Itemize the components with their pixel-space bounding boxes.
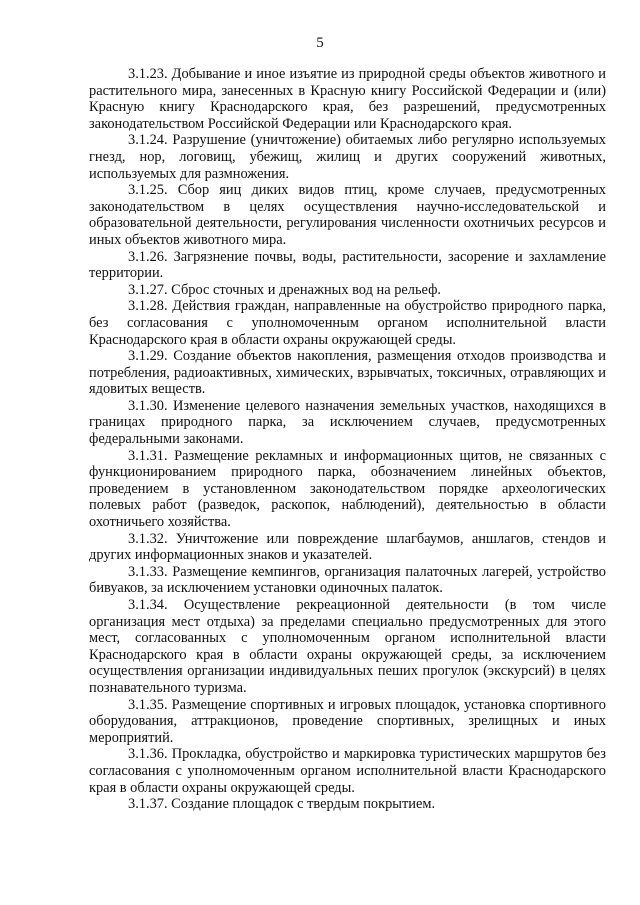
document-body (89, 66, 606, 813)
paragraph-3-1-29: 3.1.29. Создание объектов накопления, размещения отходов производства и потребления, радиоактивных, химических, взрывчатых, токсичных, отравляющих и ядовитых веществ. (89, 348, 606, 398)
page-number: 5 (316, 35, 324, 51)
paragraph-3-1-37: 3.1.37. Создание площадок с твердым покрытием. (128, 796, 436, 813)
paragraph-3-1-23: 3.1.23. Добывание и иное изъятие из природной среды объектов животного и растительного мира, занесенных в Красную книгу Российской Федерации и (или) Красную книгу Краснодарского края, без разрешений, предусмотренных законодательством Российской Федерации или Краснодарского края. (89, 66, 606, 132)
paragraph-3-1-35: 3.1.35. Размещение спортивных и игровых площадок, установка спортивного оборудования, аттракционов, проведение спортивных, зрелищных и иных мероприятий. (89, 696, 606, 746)
paragraph-3-1-28: 3.1.28. Действия граждан, направленные на обустройство природного парка, без согласования с уполномоченным органом исполнительной власти Краснодарского края в области охраны окружающей среды. (89, 298, 606, 348)
paragraph-3-1-31: 3.1.31. Размещение рекламных и информационных щитов, не связанных с функционированием природного парка, обозначением линейных объектов, проведением в установленном законодательством порядке археологических полевых работ (разведок, раскопок, наблюдений), деятельностью в области охотничьего хозяйства. (89, 447, 606, 531)
paragraph-3-1-34: 3.1.34. Осуществление рекреационной деятельности (в том числе организация мест отдыха) за пределами специально предусмотренных для этого мест, согласованных с уполномоченным органом исполнительной власти Краснодарского края в области охраны окружающей среды, за исключением осуществления организации индивидуальных пеших прогулок (экскурсий) в целях познавательного туризма. (89, 597, 606, 696)
paragraph-3-1-30: 3.1.30. Изменение целевого назначения земельных участков, находящихся в границах природного парка, за исключением случаев, предусмотренных федеральными законами. (89, 397, 606, 448)
paragraph-3-1-27: 3.1.27. Сброс сточных и дренажных вод на рельеф. (128, 281, 442, 298)
paragraph-3-1-26: 3.1.26. Загрязнение почвы, воды, растительности, засорение и захламление территории. (89, 248, 606, 282)
paragraph-3-1-25: 3.1.25. Сбор яиц диких видов птиц, кроме случаев, предусмотренных законодательством в целях осуществления научно-исследовательской и образовательной деятельности, регулирования численности охотничьих ресурсов и иных объектов животного мира. (89, 182, 606, 248)
paragraph-3-1-32: 3.1.32. Уничтожение или повреждение шлагбаумов, аншлагов, стендов и других информационных знаков и указателей. (89, 530, 606, 564)
paragraph-3-1-33: 3.1.33. Размещение кемпингов, организация палаточных лагерей, устройство бивуаков, за исключением установки одиночных палаток. (89, 563, 606, 597)
paragraph-3-1-24: 3.1.24. Разрушение (уничтожение) обитаемых либо регулярно используемых гнезд, нор, логовищ, убежищ, жилищ и других сооружений животных, используемых для размножения. (89, 132, 606, 182)
paragraph-3-1-36: 3.1.36. Прокладка, обустройство и маркировка туристических маршрутов без согласования с уполномоченным органом исполнительной власти Краснодарского края в области охраны окружающей среды. (89, 746, 606, 796)
